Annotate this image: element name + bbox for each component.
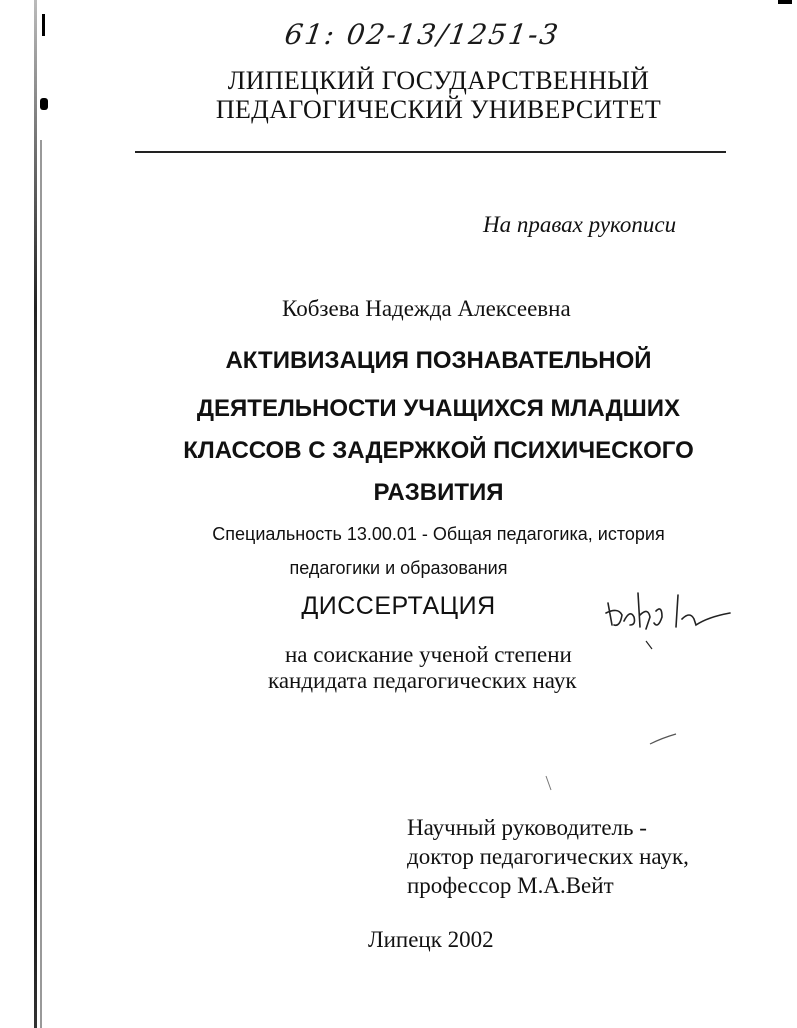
specialty-line-2: педагогики и образования	[289, 558, 508, 578]
scan-mark	[42, 14, 45, 36]
scan-edge-line-secondary	[40, 140, 42, 1028]
supervisor-line-1: Научный руководитель -	[407, 815, 647, 840]
scan-edge-line	[34, 0, 37, 1028]
author-name: Кобзева Надежда Алексеевна	[282, 296, 571, 321]
signature	[600, 585, 740, 655]
title-line-2: ДЕЯТЕЛЬНОСТИ УЧАЩИХСЯ МЛАДШИХ	[196, 395, 681, 422]
scan-stroke	[648, 732, 678, 746]
university-name-line-2: ПЕДАГОГИЧЕСКИЙ УНИВЕРСИТЕТ	[215, 95, 662, 124]
document-type: ДИССЕРТАЦИЯ	[301, 592, 496, 620]
specialty-line-1: Специальность 13.00.01 - Общая педагогика, история	[212, 524, 665, 544]
scan-stroke	[544, 774, 554, 794]
header-divider	[135, 151, 726, 153]
degree-line-2: кандидата педагогических наук	[268, 668, 577, 693]
university-name-line-1: ЛИПЕЦКИЙ ГОСУДАРСТВЕННЫЙ	[227, 66, 650, 95]
scan-mark	[778, 0, 792, 4]
title-line-3: КЛАССОВ С ЗАДЕРЖКОЙ ПСИХИЧЕСКОГО	[183, 437, 694, 464]
title-line-4: РАЗВИТИЯ	[373, 479, 504, 506]
supervisor-line-3: профессор М.А.Вейт	[407, 873, 614, 898]
archive-code: 61: 02-13/1251-3	[282, 18, 562, 51]
degree-line-1: на соискание ученой степени	[285, 642, 572, 667]
title-line-1: АКТИВИЗАЦИЯ ПОЗНАВАТЕЛЬНОЙ	[225, 347, 652, 374]
supervisor-line-2: доктор педагогических наук,	[407, 844, 689, 869]
city-year: Липецк 2002	[368, 927, 494, 952]
manuscript-rights: На правах рукописи	[483, 212, 677, 237]
